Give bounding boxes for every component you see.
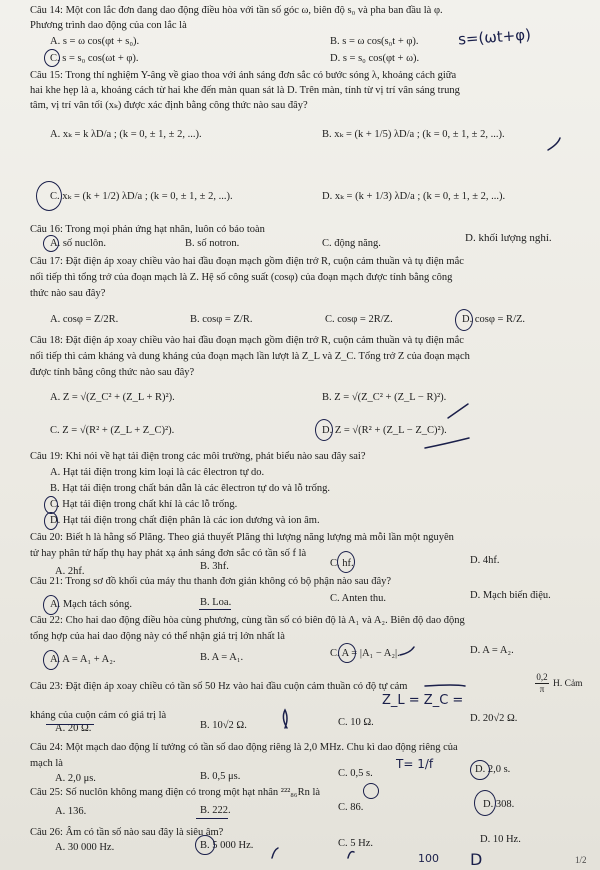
q20-stem-2: tử hay phân tử hấp thụ hay phát xạ ánh sáng đơn sắc có tần số f là [30, 548, 307, 559]
q21-stem: Câu 21: Trong sơ đồ khối của máy thu thanh đơn giản không có bộ phận nào sau đây? [30, 576, 392, 587]
q25-option-c: C. 86. [338, 802, 364, 813]
q23-fraction-denominator: π [539, 684, 545, 694]
q16-option-d: D. khối lượng nghỉ. [465, 232, 552, 244]
q18-option-c: C. Z = √(R² + (Z_L + Z_C)²). [50, 425, 175, 436]
ink-underline [425, 438, 469, 448]
q24-option-d: D. 2,0 s. [475, 764, 511, 775]
q15-option-b: B. xₖ = (k + 1/5) λD/a ; (k = 0, ± 1, ± 2, ...). [322, 129, 505, 140]
q14-stem-2: Phương trình dao động của con lắc là [30, 20, 187, 31]
q26-option-b: B. 5 000 Hz. [200, 840, 254, 851]
q14-option-a: A. s = ω cos(φt + s₀). [50, 36, 140, 47]
q23-option-d: D. 20√2 Ω. [470, 713, 518, 724]
q15-option-a: A. xₖ = k λD/a ; (k = 0, ± 1, ± 2, ...). [50, 129, 202, 140]
q17-stem-3: thức nào sau đây? [30, 288, 106, 299]
q16-option-c: C. động năng. [322, 238, 381, 249]
q24-handwritten-note: T= 1/f [396, 757, 434, 771]
page-number: 1/2 [575, 855, 587, 865]
q24-stem: Câu 24: Một mạch dao động lí tưởng có tần số dao động riêng là 2,0 MHz. Chu kì dao động riêng của [30, 742, 458, 753]
q20-stem: Câu 20: Biết h là hằng số Plăng. Theo giả thuyết Plăng thì lượng năng lượng mà mỗi lần một nguyên [30, 532, 454, 543]
q15-option-c: C. xₖ = (k + 1/2) λD/a ; (k = 0, ± 1, ± 2, ...). [50, 191, 233, 202]
q23-option-a: A. 20 Ω. [55, 723, 92, 734]
q20-option-d: D. 4hf. [470, 555, 500, 566]
q15-stem-2: hai khe hẹp là a, khoảng cách từ hai khe đến màn quan sát là D. Trên màn, tính từ vị trí vân sáng trung [30, 85, 460, 96]
q17-stem: Câu 17: Đặt điện áp xoay chiều vào hai đầu đoạn mạch gồm điện trở R, cuộn cảm thuần và tụ điện mắc [30, 256, 464, 267]
q14-handwritten-note: s=(ωt+φ) [457, 25, 532, 49]
q25-option-b: B. 222. [200, 805, 231, 816]
q24-option-a: A. 2,0 μs. [55, 773, 96, 784]
q22-option-a: A. A = A₁ + A₂. [50, 654, 116, 665]
q17-option-b: B. cosφ = Z/R. [190, 314, 253, 325]
q22-option-b: B. A = A₁. [200, 652, 244, 663]
q15-stem: Câu 15: Trong thí nghiệm Y-âng về giao thoa với ánh sáng đơn sắc có bước sóng λ, khoảng cách giữa [30, 70, 457, 81]
q26-option-d: D. 10 Hz. [480, 834, 521, 845]
q18-option-a: A. Z = √(Z_C² + (Z_L + R)²). [50, 392, 175, 403]
q18-stem-2: nối tiếp thì cảm kháng và dung kháng của đoạn mạch lần lượt là Z_L và Z_C. Tổng trở Z của đoạn mạch [30, 351, 470, 362]
q14-stem: Câu 14: Một con lắc đơn đang dao động điều hòa với tần số góc ω, biên độ s₀ và pha ban đầu là φ. [30, 5, 443, 16]
q23-option-c: C. 10 Ω. [338, 717, 374, 728]
q15-option-d: D. xₖ = (k + 1/3) λD/a ; (k = 0, ± 1, ± 2, ...). [322, 191, 506, 202]
q23-stem-2: kháng của cuộn cảm có giá trị là [30, 710, 167, 721]
q26-option-a: A. 30 000 Hz. [55, 842, 115, 853]
check-mark [448, 404, 468, 418]
q17-option-d: D. cosφ = R/Z. [462, 314, 526, 325]
q14-option-b: B. s = ω cos(s₀t + φ). [330, 36, 419, 47]
q26-handwritten-note: 100 [418, 852, 439, 865]
q16-option-a: A. số nuclôn. [50, 238, 106, 249]
q26-stem: Câu 26: Âm có tần số nào sau đây là siêu âm? [30, 827, 224, 838]
q23-stem-tail: H. Cảm [553, 679, 583, 689]
q21-option-c: C. Anten thu. [330, 593, 387, 604]
q19-option-a: A. Hạt tải điện trong kim loại là các êlectron tự do. [50, 467, 265, 478]
q16-option-b: B. số notron. [185, 238, 240, 249]
q23-stem: Câu 23: Đặt điện áp xoay chiều có tần số 50 Hz vào hai đầu cuộn cảm thuần có độ tự cảm [30, 681, 408, 692]
q24-option-c: C. 0,5 s. [338, 768, 373, 779]
q19-stem: Câu 19: Khi nói về hạt tải điện trong các môi trường, phát biểu nào sau đây sai? [30, 451, 366, 462]
q21-option-d: D. Mạch biến điệu. [470, 590, 551, 601]
ink-stroke [425, 685, 465, 686]
q20-option-a: A. 2hf. [55, 566, 85, 577]
q23-handwritten-note: Z_L = Z_C = [382, 693, 464, 708]
q22-option-c: C. A = |A₁ − A₂|. [330, 648, 400, 659]
q21-option-a: A. Mạch tách sóng. [50, 599, 132, 610]
q15-stem-3: tâm, vị trí vân tối (xₖ) được xác định bằng công thức nào sau đây? [30, 100, 308, 111]
q24-option-b: B. 0,5 μs. [200, 771, 241, 782]
q14-option-c: C. s = s₀ cos(ωt + φ). [50, 53, 139, 64]
q26-handwritten-d: D [470, 850, 483, 869]
q17-option-a: A. cosφ = Z/2R. [50, 314, 119, 325]
q19-option-c: C. Hạt tải điện trong chất khí là các lỗ trống. [50, 499, 238, 510]
q18-option-d: D. Z = √(R² + (Z_L − Z_C)²). [322, 425, 447, 436]
q22-stem-2: tổng hợp của hai dao động này có thể nhận giá trị lớn nhất là [30, 631, 285, 642]
q14-option-d: D. s = s₀ cos(φt + ω). [330, 53, 420, 64]
q18-option-b: B. Z = √(Z_C² + (Z_L − R)²). [322, 392, 447, 403]
check-mark [548, 138, 560, 150]
ink-stroke [400, 647, 414, 655]
q20-option-c: C. hf. [330, 558, 354, 569]
q16-stem: Câu 16: Trong mọi phản ứng hạt nhân, luôn có bảo toàn [30, 224, 265, 235]
q23-fraction-numerator: 0,2 [536, 672, 548, 682]
q22-stem: Câu 22: Cho hai dao động điều hòa cùng phương, cùng tần số có biên độ là A₁ và A₂. Biên độ dao động [30, 615, 465, 626]
q25-stem: Câu 25: Số nuclôn không mang điện có trong một hạt nhân ²²²₈₆Rn là [30, 787, 321, 798]
ink-stroke [272, 848, 278, 858]
q26-option-c: C. 5 Hz. [338, 838, 373, 849]
q19-option-b: B. Hạt tải điện trong chất bán dẫn là các êlectron tự do và lỗ trống. [50, 483, 331, 494]
q17-option-c: C. cosφ = 2R/Z. [325, 314, 393, 325]
q20-option-b: B. 3hf. [200, 561, 229, 572]
q23-option-b: B. 10√2 Ω. [200, 720, 247, 731]
q18-stem-3: được tính bằng công thức nào sau đây? [30, 367, 195, 378]
ink-stroke [283, 710, 287, 728]
q19-option-d: D. Hạt tải điện trong chất điện phân là các ion dương và ion âm. [50, 515, 320, 526]
q18-stem: Câu 18: Đặt điện áp xoay chiều vào hai đầu đoạn mạch gồm điện trở R, cuộn cảm thuần và tụ điện mắc [30, 335, 464, 346]
q22-option-d: D. A = A₂. [470, 645, 514, 656]
q25-option-d: D. 308. [483, 799, 515, 810]
q25-option-a: A. 136. [55, 806, 87, 817]
q24-stem-2: mạch là [30, 758, 63, 769]
ink-stroke [348, 852, 354, 858]
q17-stem-2: nối tiếp thì tổng trở của đoạn mạch là Z. Hệ số công suất (cosφ) của đoạn mạch được tính bằng công [30, 272, 453, 283]
q21-option-b: B. Loa. [200, 597, 232, 608]
